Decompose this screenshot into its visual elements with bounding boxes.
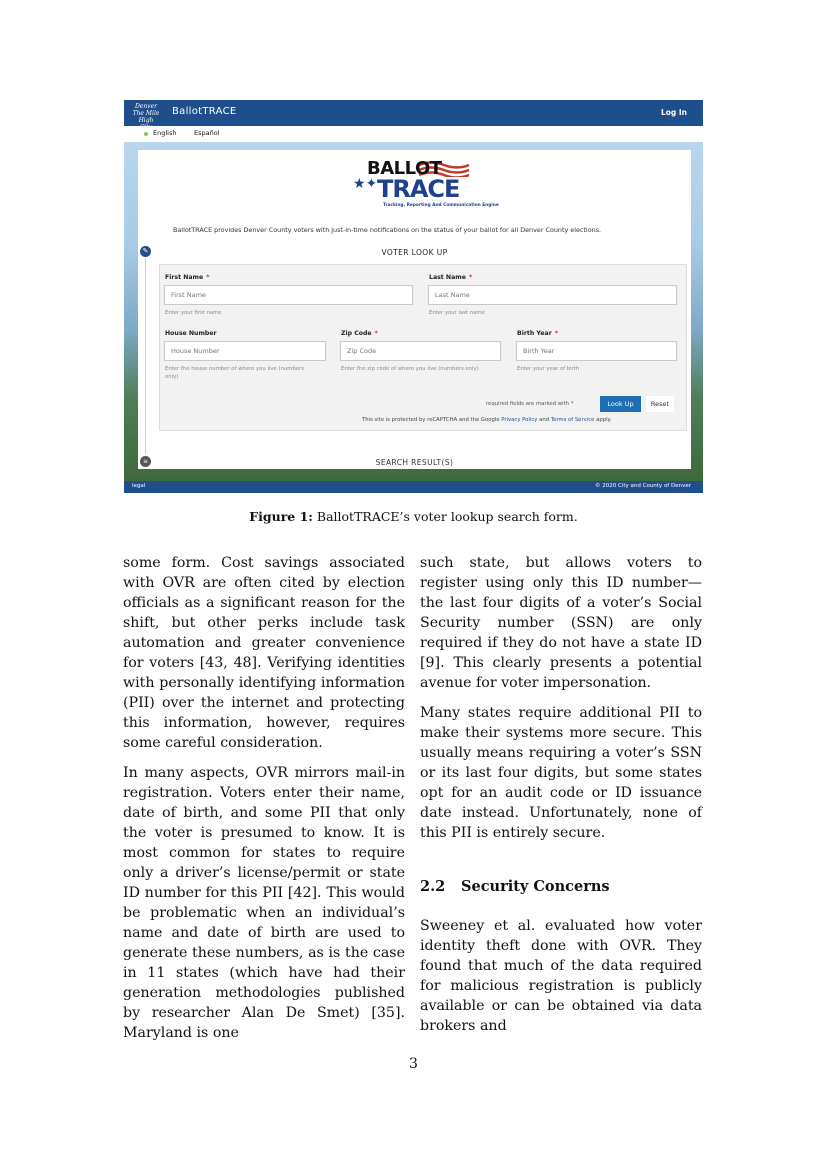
zip-code-input[interactable] (340, 341, 501, 361)
last-name-label-text: Last Name (429, 274, 466, 281)
body-paragraph: such state, but allows voters to register using only this ID number—the last four digits of a voter’s Social Security number (SSN) are only required if they do not have a state ID [9]. This clearly presents a potential avenue for voter impersonation. (420, 555, 702, 691)
login-link[interactable]: Log In (660, 108, 687, 117)
brand-trace-text: TRACE (377, 175, 460, 203)
left-column (123, 553, 405, 1053)
section-number: 2.2 (420, 878, 446, 895)
active-language-dot-icon (144, 132, 148, 136)
body-paragraph: some form. Cost savings associated with OVR are often cited by election officials as a significant reason for the shift, but other perks include task automation and greater convenience for voters [43, 48]. Verifying identities with personally identifying information (PII) over the internet and protecting this information, however, requires some careful consideration. (123, 555, 405, 751)
required-marker: * (206, 274, 210, 281)
birth-year-label-text: Birth Year (517, 330, 552, 337)
required-marker: * (468, 274, 473, 281)
timeline-line (145, 258, 146, 454)
figure-caption-text: BallotTRACE’s voter lookup search form. (316, 509, 578, 524)
brand-ballot-text: BALLOT (367, 158, 442, 179)
house-number-label: House Number (165, 330, 217, 337)
voter-lookup-heading: VOTER LOOK UP (381, 248, 448, 257)
look-up-button[interactable]: Look Up (600, 396, 641, 412)
legal-link[interactable]: legal (132, 483, 146, 489)
required-marker: * (374, 330, 378, 337)
first-name-label-text: First Name (165, 274, 204, 281)
house-number-input[interactable] (164, 341, 326, 361)
recaptcha-and: and (539, 417, 550, 423)
last-name-label (429, 274, 472, 281)
intro-text: BallotTRACE provides Denver County voters with just-in-time notifications on the status of your ballot for all Denver County elections. (173, 226, 602, 234)
first-name-label (165, 274, 209, 281)
page-number: 3 (409, 1056, 418, 1072)
terms-of-service-link[interactable]: Terms of Service (550, 417, 595, 423)
zip-code-label (341, 330, 378, 337)
birth-year-help: Enter your year of birth (517, 366, 580, 372)
pencil-icon: ✎ (140, 246, 151, 257)
figure-caption (0, 509, 827, 524)
right-column (420, 553, 702, 1046)
first-name-help: Enter your first name (165, 310, 222, 316)
lookup-panel (138, 150, 691, 469)
birth-year-input[interactable] (516, 341, 677, 361)
required-marker: * (554, 330, 558, 337)
recaptcha-suffix: apply. (596, 417, 612, 423)
recaptcha-notice (362, 417, 612, 423)
denver-logo[interactable]: Denver The Mile High (132, 103, 160, 124)
last-name-help: Enter your last name (429, 310, 485, 316)
ballottrace-logo (353, 158, 499, 210)
ballottrace-screenshot-figure (124, 100, 703, 493)
copyright-text: © 2020 City and County of Denver (594, 483, 691, 489)
app-header (124, 100, 703, 126)
app-title: BallotTRACE (172, 106, 237, 117)
figure-caption-label: Figure 1: (249, 509, 313, 524)
body-paragraph: In many aspects, OVR mirrors mail-in registration. Voters enter their name, date of birth, and some PII that only the voter is presumed to know. It is most common for states to require only a driver’s license/permit or state ID number for this PII [42]. This would be problematic when an individual’s name and date of birth are used to generate these numbers, as is the case in 11 states (which have had their generation methodologies published by researcher Alan De Smet) [35]. Maryland is one (123, 765, 405, 1041)
house-number-help: Enter the house number of where you live (numbers only) (165, 366, 304, 380)
language-english[interactable]: English (153, 129, 177, 137)
section-heading (420, 877, 702, 897)
stars-icon: ★✦ (353, 176, 378, 192)
first-name-input[interactable] (164, 285, 413, 305)
section-title: Security Concerns (461, 878, 610, 895)
language-bar (124, 126, 703, 142)
language-espanol[interactable]: Español (194, 129, 220, 137)
search-results-heading: SEARCH RESULT(S) (375, 458, 454, 467)
voter-lookup-form (159, 264, 687, 431)
birth-year-label (517, 330, 558, 337)
body-paragraph: Sweeney et al. evaluated how voter identity theft done with OVR. They found that much of the data required for malicious registration is publicly available or can be obtained via data brokers and (420, 918, 702, 1034)
zip-code-label-text: Zip Code (341, 330, 372, 337)
required-fields-note: required fields are marked with * (486, 401, 574, 407)
list-icon: ≡ (140, 456, 151, 467)
app-footer (124, 481, 703, 493)
reset-button[interactable]: Reset (646, 396, 674, 412)
privacy-policy-link[interactable]: Privacy Policy (501, 417, 538, 423)
body-paragraph: Many states require additional PII to make their systems more secure. This usually means requiring a voter’s SSN or its last four digits, but some states opt for an audit code or ID issuance date instead. Unfortunately, none of this PII is entirely secure. (420, 705, 702, 841)
recaptcha-prefix: This site is protected by reCAPTCHA and the Google (362, 417, 500, 423)
last-name-input[interactable] (428, 285, 677, 305)
brand-tagline: Tracking, Reporting And Communication Engine (383, 203, 499, 208)
zip-code-help: Enter the zip code of where you live (numbers only) (341, 366, 479, 372)
